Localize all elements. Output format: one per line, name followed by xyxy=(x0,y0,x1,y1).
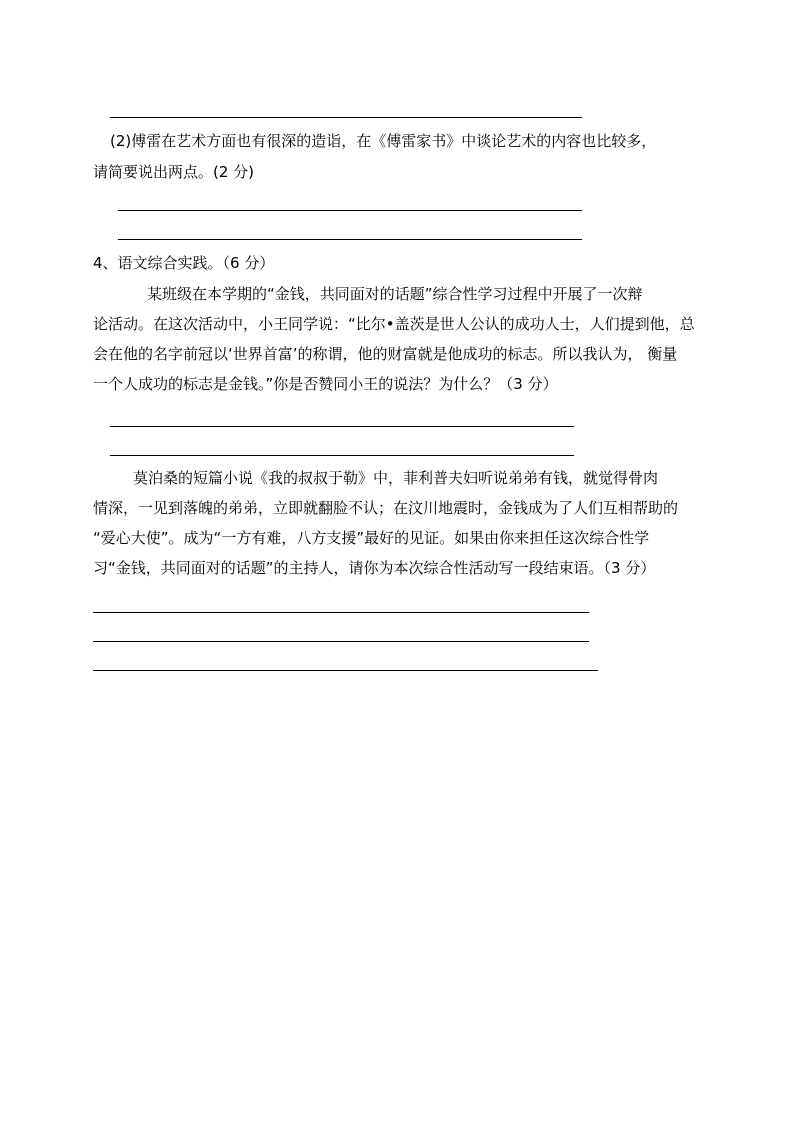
paragraph-line: 情深，一见到落魄的弟弟，立即就翻脸不认；在汶川地震时，金钱成为了人们互相帮助的 xyxy=(93,499,679,517)
answer-line[interactable] xyxy=(118,239,582,240)
question-4-heading: 4、语文综合实践。（6 分） xyxy=(93,254,275,272)
question-2-line-2: 请简要说出两点。(2 分) xyxy=(93,163,255,181)
answer-line[interactable] xyxy=(110,426,574,427)
answer-line[interactable] xyxy=(110,117,582,118)
paragraph-line: 一个人成功的标志是金钱。”你是否赞同小王的说法？为什么？（3 分） xyxy=(93,375,558,393)
answer-line[interactable] xyxy=(93,641,589,642)
paragraph-line: 论活动。在这次活动中，小王同学说：“比尔•盖茨是世人公认的成功人士，人们提到他，总 xyxy=(93,315,695,333)
answer-line[interactable] xyxy=(110,455,574,456)
paragraph-line: 习“金钱，共同面对的话题”的主持人，请你为本次综合性活动写一段结束语。（3 分） xyxy=(93,559,656,577)
paragraph-line: 会在他的名字前冠以‘世界首富’的称谓，他的财富就是他成功的标志。所以我认为， 衡量 xyxy=(93,345,678,363)
question-4-part-1 xyxy=(93,279,695,399)
question-2-line-1: (2)傅雷在艺术方面也有很深的造诣，在《傅雷家书》中谈论艺术的内容也比较多， xyxy=(110,132,657,150)
question-4-part-2 xyxy=(93,463,678,583)
answer-line[interactable] xyxy=(118,210,582,211)
paragraph-line: “爱心大使”。成为“一方有难，八方支援”最好的见证。如果由你来担任这次综合性学 xyxy=(93,529,650,547)
answer-line[interactable] xyxy=(93,670,598,671)
paragraph-line: 莫泊桑的短篇小说《我的叔叔于勒》中，菲利普夫妇听说弟弟有钱，就觉得骨肉 xyxy=(133,469,659,487)
answer-line[interactable] xyxy=(93,612,589,613)
paragraph-line: 某班级在本学期的“金钱，共同面对的话题”综合性学习过程中开展了一次辩 xyxy=(147,285,643,303)
